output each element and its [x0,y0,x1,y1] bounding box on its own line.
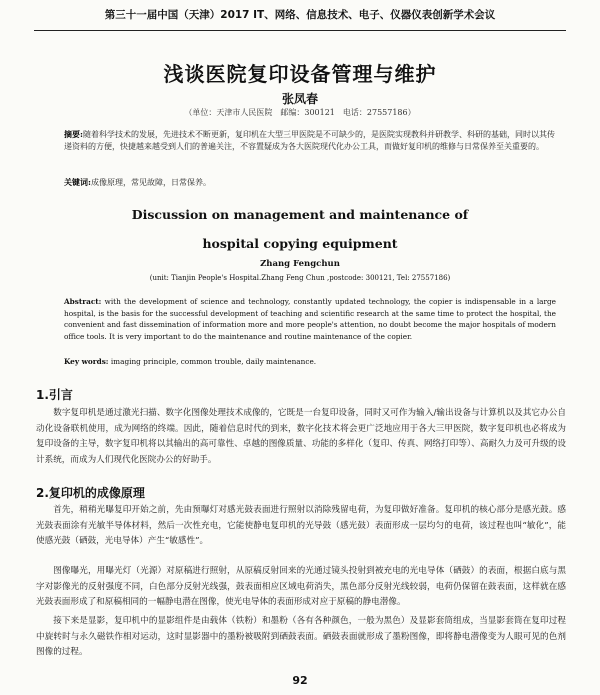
chinese-title: 浅谈医院复印设备管理与维护 [163,62,437,86]
section-2-heading: 2.复印机的成像原理 [36,486,145,500]
page-number: 92 [292,674,308,687]
english-author: Zhang Fengchun [260,259,340,269]
english-keywords-text: imaging principle, common trouble, daily maintenance. [110,357,317,366]
english-affiliation: (unit: Tianjin People's Hospital.Zhang Feng Chun ,postcode: 300121, Tel: 27557186) [149,274,451,282]
section-1-paragraph: 数字复印机是通过激光扫描、数字化图像处理技术成像的，它既是一台复印设备，同时又可作为输入/输出设备与计算机以及其它办公自动化设备联机使用，成为网络的终端。因此，随着信息时代的到来，数字化技术将会更广泛地应用于各大三甲医院，数字复印机也必将成为复印设备的主导，数字复印机将以其输出的高可靠性、卓越的图像质量、功能的多样化（复印、传真、网络打印等）、高耐久力及可升级的设计系统，而成为人们现代化医院办公的好助手。 [36,408,566,465]
chinese-abstract [64,129,556,152]
running-header: 第三十一届中国（天津）2017 IT、网络、信息技术、电子、仪器仪表创新学术会议 [104,9,496,21]
chinese-affiliation: （单位：天津市人民医院 邮编：300121 电话：27557186） [184,108,416,117]
english-keywords [64,357,556,366]
english-title-line-1: Discussion on management and maintenance of [131,207,469,222]
english-title-line-2: hospital copying equipment [202,236,398,251]
english-abstract-label: Abstract: [64,297,102,306]
english-abstract [64,296,556,342]
chinese-keywords-label: 关键词: [64,177,91,187]
section-2-paragraph-2: 图像曝光，用曝光灯（光源）对原稿进行照射，从原稿反射回来的光通过镜头投射到被充电的光电导体（硒鼓）的表面，根据白底与黑字对影像光的反射强度不同，白色部分反射光线强，鼓表面相应区域电荷消失，黑色部分反射光线较弱，电荷仍保留在鼓表面，这样就在感光鼓表面形成了和原稿相同的一幅静电潜在图像，使光电导体的表面形成对应于原稿的静电潜像。 [36,566,566,607]
chinese-keywords-text: 成像原理，常见故障，日常保养。 [90,178,211,187]
section-2-paragraph-1: 首先，稍稍光曝复印开始之前，先由预曝灯对感光鼓表面进行照射以消除残留电荷，为复印做好准备。复印机的核心部分是感光鼓。感光鼓表面涂有光敏半导体材料，然后一次性充电，它能使静电复印机的光导鼓（感光鼓）表面形成一层均匀的电荷，该过程也叫“敏化”，能使感光鼓（硒鼓，光电导体）产生“敏感性”。 [36,505,566,546]
chinese-keywords [64,177,556,189]
chinese-abstract-label: 摘要: [64,129,83,139]
chinese-abstract-text: 随着科学技术的发展，先进技术不断更新，复印机在大型三甲医院是不可缺少的，是医院实现教科并研教学、科研的基础，同时以其传递资料的方便，快捷越来越受到人们的普遍关注，不容置疑成为各大医院现代化办公工具，而做好复印机的维修与日常保养至关重要的。 [64,130,555,151]
chinese-author: 张凤春 [281,92,318,106]
section-1-heading: 1.引言 [36,388,73,402]
english-abstract-text: with the development of science and technology, constantly updated technology, the copier is indispensable in a large hospital, is the basis for the successful development of teaching and scientific research at the same time to protect the hospital, the convenient and fast dissemination of information more and more people's attention, no doubt become the major hospitals of modern office tools. It is very important to do the maintenance and routine maintenance of the copier. [64,297,557,341]
header-rule [34,30,566,31]
english-keywords-label: Key words: [64,357,109,366]
section-2-paragraph-3: 接下来是显影，复印机中的显影组件是由载体（铁粉）和墨粉（各有各种颜色，一般为黑色）及显影套筒组成，当显影套筒在复印过程中旋转时与永久磁铁作相对运动，这时显影器中的墨粉被吸附到硒鼓表面。硒鼓表面就形成了墨粉图像，即将静电潜像变为人眼可见的色剂图像的过程。 [36,616,566,657]
